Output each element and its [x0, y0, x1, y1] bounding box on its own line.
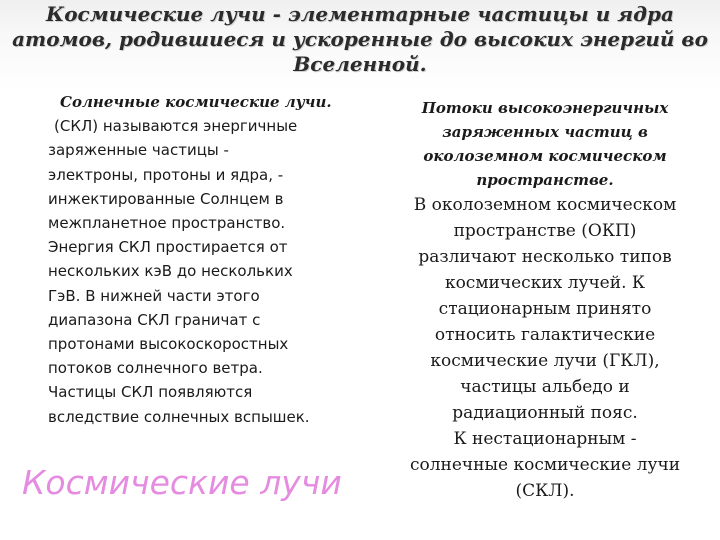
right-body-line: частицы альбедо и: [460, 377, 630, 397]
left-body-line: межпланетное пространство.: [48, 214, 286, 233]
left-text-block: [48, 90, 368, 429]
right-body-line: космические лучи (ГКЛ),: [430, 351, 660, 371]
left-body-line: вследствие солнечных вспышек.: [48, 407, 310, 426]
left-body-line: Энергия СКЛ простирается от: [48, 238, 288, 257]
left-body-line: протонами высокоскоростных: [48, 335, 289, 354]
right-body-line: К нестационарным -: [453, 429, 637, 449]
right-body-line: пространстве (ОКП): [453, 221, 637, 241]
big-heading-label: Космические лучи: [22, 463, 342, 502]
left-body-line: инжектированные Солнцем в: [48, 189, 284, 208]
right-body-line: солнечные космические лучи: [409, 455, 681, 475]
left-body-line: потоков солнечного ветра.: [48, 359, 263, 378]
left-subtitle: Солнечные космические лучи.: [60, 93, 332, 111]
left-body-line: нескольких кэВ до нескольких: [48, 262, 293, 281]
left-body-line: Частицы СКЛ появляются: [48, 383, 253, 402]
right-body-line: различают несколько типов: [418, 247, 672, 267]
title-line-3: Вселенной.: [293, 52, 427, 76]
left-body-line: заряженные частицы -: [48, 141, 229, 160]
left-body-line: (СКЛ) называются энергичные: [54, 117, 298, 136]
right-body-line: относить галактические: [434, 325, 656, 345]
title-line-2: атомов, родившиеся и ускоренные до высоких энергий во: [12, 27, 708, 51]
right-body-line: радиационный пояс.: [452, 403, 638, 423]
left-body-line: ГэВ. В нижней части этого: [48, 286, 260, 305]
left-body-line: электроны, протоны и ядра, -: [48, 165, 284, 184]
right-body-line: космических лучей. К: [444, 273, 646, 293]
left-body-line: диапазона СКЛ граничат с: [48, 310, 261, 329]
right-heading-line: пространстве.: [476, 171, 614, 189]
right-body-line: (СКЛ).: [515, 481, 575, 501]
right-body-line: стационарным принято: [438, 299, 652, 319]
right-heading-line: заряженных частиц в: [442, 123, 648, 141]
title-line-1: Космические лучи - элементарные частицы и ядра: [46, 2, 674, 26]
slide-title: [10, 2, 710, 77]
right-heading-line: околоземном космическом: [423, 147, 667, 165]
right-body-line: В околоземном космическом: [413, 195, 677, 215]
right-heading-line: Потоки высокоэнергичных: [421, 99, 669, 117]
right-text-block: [385, 96, 705, 504]
